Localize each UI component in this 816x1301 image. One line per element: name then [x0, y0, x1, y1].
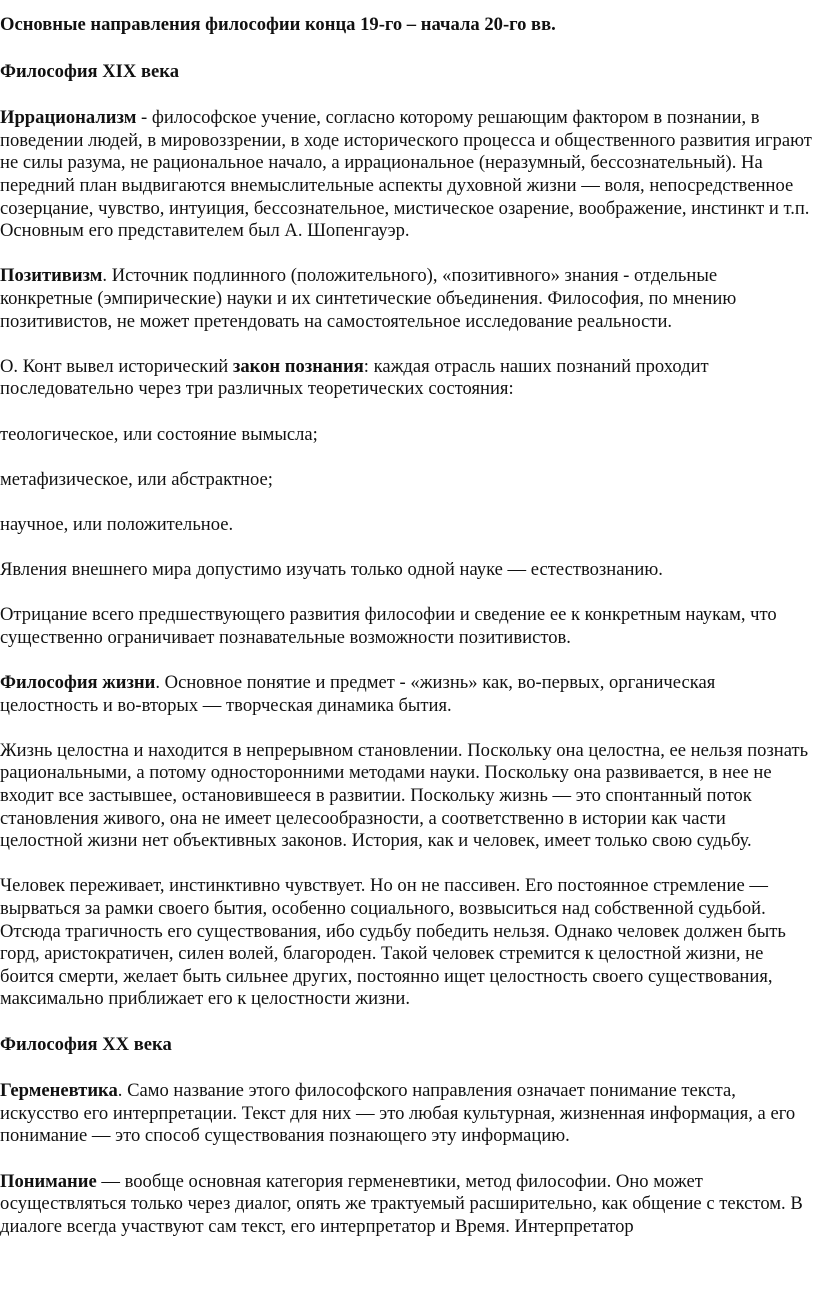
- paragraph-life: Жизнь целостна и находится в непрерывном становлении. Поскольку она целостна, ее нельзя познать рациональными, а потому односторонними методами науки. Поскольку она развивается, в нее не входит все застывшее, остановившееся в развитии. Поскольку жизнь — это спонтанный поток становления живого, она не имеет целесообразности, а соответственно в истории как части целостной жизни нет объективных законов. История, как и человек, имеет только свою судьбу.: [0, 739, 809, 852]
- stage-scientific: научное, или положительное.: [0, 513, 234, 535]
- paragraph-irrationalism: [0, 107, 812, 243]
- paragraph-phenomena: Явления внешнего мира допустимо изучать только одной науке — естествознанию.: [0, 559, 663, 581]
- paragraph-comte-law: [0, 356, 812, 401]
- paragraph-hermeneutics: [0, 1080, 812, 1148]
- term-understanding: Понимание: [0, 1170, 97, 1192]
- paragraph-understanding: [0, 1171, 812, 1239]
- text-comte-post: : каждая отрасль наших познаний проходит последовательно через три различных теоретических состояния:: [0, 355, 709, 400]
- text-comte-pre: О. Конт вывел исторический: [0, 355, 233, 377]
- paragraph-positivism: [0, 265, 812, 333]
- term-irrationalism: Иррационализм: [0, 107, 137, 129]
- stage-theological: теологическое, или состояние вымысла;: [0, 423, 318, 445]
- text-philosophy-of-life: . Основное понятие и предмет - «жизнь» как, во-первых, органическая целостность и во-вторых — творческая динамика бытия.: [0, 672, 716, 716]
- paragraph-human: Человек переживает, инстинктивно чувствует. Но он не пассивен. Его постоянное стремление — вырваться за рамки своего бытия, особенно социального, возвыситься над собственной судьбой. Отсюда трагичность его существования, ибо судьбу победить нельзя. Однако человек должен быть горд, аристократичен, силен волей, благороден. Такой человек стремится к целостной жизни, не боится смерти, желает быть сильнее других, постоянно ищет целостность своего существования, максимально приближает его к целостности жизни.: [0, 875, 786, 1010]
- text-irrationalism: - философское учение, согласно которому решающим фактором в познании, в поведении людей, в мировоззрении, в ходе исторического процесса и общественного развития играют не силы разума, не рациональное начало, а иррациональное (неразумный, бессознательный). На передний план выдвигаются внемыслительные аспекты духовной жизни — воля, непосредственное созерцание, чувство, интуиция, бессознательное, мистическое озарение, воображение, инстинкт и т.п. Основным его представителем был А. Шопенгауэр.: [0, 107, 812, 242]
- stage-metaphysical: метафизическое, или абстрактное;: [0, 468, 273, 490]
- text-positivism: . Источник подлинного (положительного), «позитивного» знания - отдельные конкретные (эмпирические) науки и их синтетические объединения. Философия, по мнению позитивистов, не может претендовать на самостоятельное исследование реальности.: [0, 265, 737, 332]
- document-page: [0, 14, 812, 1261]
- text-understanding: — вообще основная категория герменевтики, метод философии. Оно может осуществляться только через диалог, опять же трактуемый расширительно, как общение с текстом. В диалоге всегда участвуют сам текст, его интерпретатор и Время. Интерпретатор: [0, 1170, 803, 1237]
- term-positivism: Позитивизм: [0, 265, 103, 287]
- section-heading-20th-century: Философия XX века: [0, 1033, 172, 1055]
- term-hermeneutics: Герменевтика: [0, 1080, 118, 1102]
- paragraph-philosophy-of-life: [0, 672, 812, 717]
- document-title: Основные направления философии конца 19-го – начала 20-го вв.: [0, 14, 556, 35]
- term-philosophy-of-life: Философия жизни: [0, 672, 156, 694]
- text-hermeneutics: . Само название этого философского направления означает понимание текста, искусство его интерпретации. Текст для них — это любая культурная, жизненная информация, а его понимание — это способ существования познающего эту информацию.: [0, 1080, 796, 1147]
- section-heading-19th-century: Философия XIX века: [0, 60, 180, 82]
- paragraph-negation: Отрицание всего предшествующего развития философии и сведение ее к конкретным наукам, что существенно ограничивает познавательные возможности позитивистов.: [0, 604, 777, 648]
- term-law-of-knowledge: закон познания: [232, 355, 364, 377]
